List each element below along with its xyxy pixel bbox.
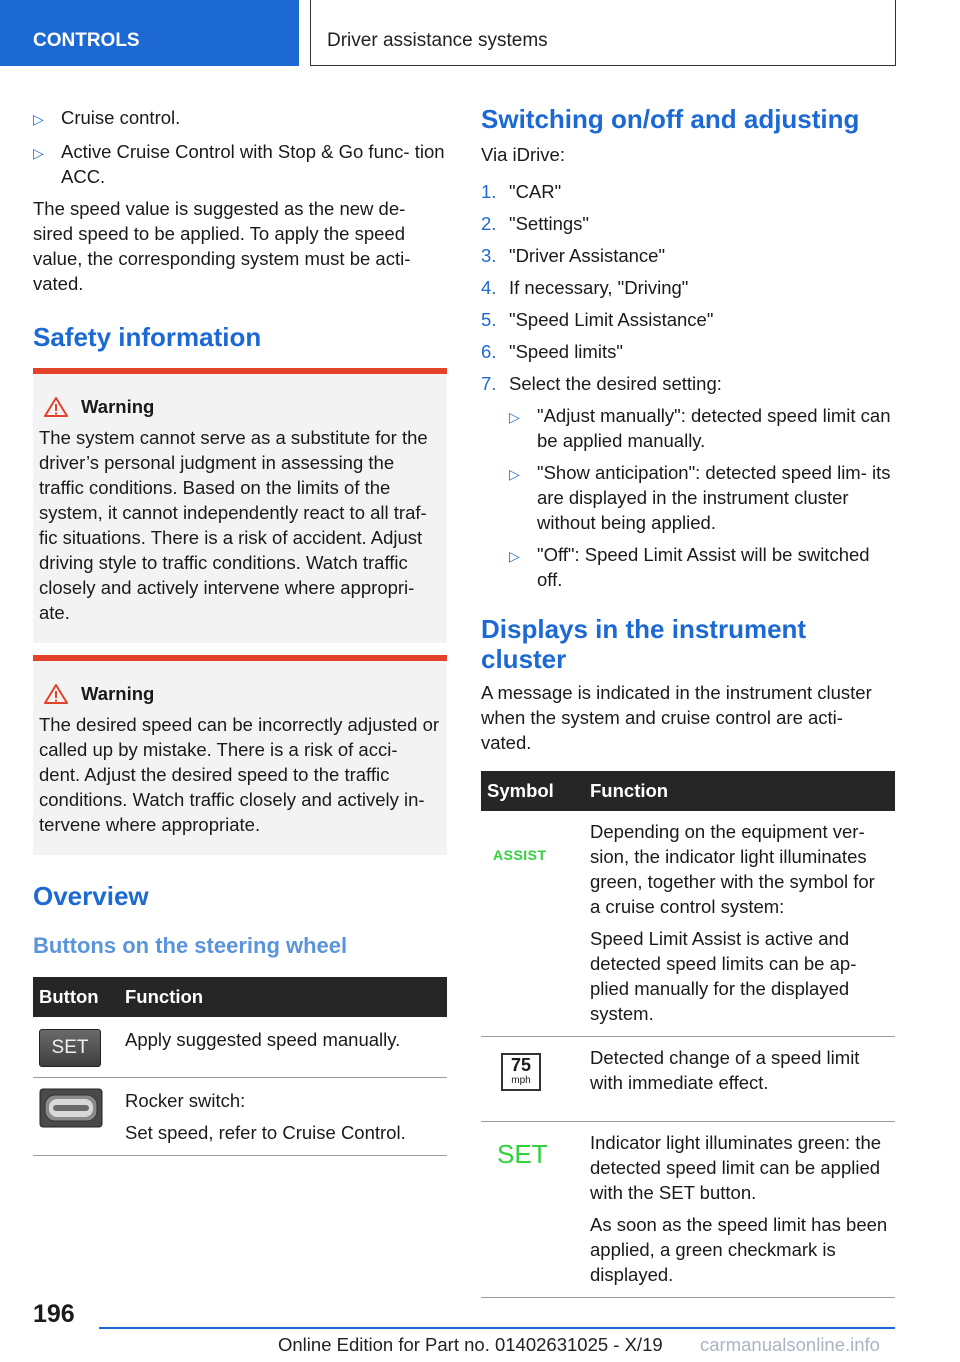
table-row: 75 mph Detected change of a speed limit with immediate effect. — [481, 1037, 895, 1122]
table-row: SET Apply suggested speed manually. — [33, 1017, 447, 1078]
list-item: 5. "Speed Limit Assistance" — [481, 309, 714, 330]
warning-text: The desired speed can be incorrectly adjusted or called up by mistake. There is a risk of acci- dent. Adjust the desired speed to the traffic conditions. Watch traffic closely and actively in- tervene where appropriate. — [39, 714, 440, 835]
list-item: ▷ "Adjust manually": detected speed limit can be applied manually. — [509, 405, 891, 451]
table-row: SET Indicator light illuminates green: the detected speed limit can be applied with the SET button. As soon as the speed limit has been applied, a green checkmark is displayed. — [481, 1122, 895, 1298]
triangle-bullet-icon: ▷ — [509, 466, 520, 482]
list-item: 4. If necessary, "Driving" — [481, 277, 689, 298]
page-number: 196 — [33, 1300, 75, 1328]
overview-heading: Overview — [33, 881, 149, 911]
column-header: Symbol — [481, 771, 584, 811]
edition-text: Online Edition for Part no. 01402631025 - X/19 — [278, 1334, 663, 1355]
via-text: Via iDrive: — [481, 144, 565, 165]
column-header: Function — [119, 977, 447, 1017]
warning-triangle-icon — [43, 683, 69, 705]
list-item: ▷ Cruise control. — [33, 105, 447, 132]
column-header: Function — [584, 771, 895, 811]
list-item: 7. Select the desired setting: — [481, 373, 722, 394]
table-row: ASSIST Depending on the equipment ver- sion, the indicator light illuminates green, together with the symbol for a cruise control system: Speed Limit Assist is active and detected speed limits can be ap- plied manually for the displayed system. — [481, 811, 895, 1037]
safety-heading: Safety information — [33, 322, 262, 352]
switching-heading: Switching on/off and adjusting — [481, 104, 860, 134]
triangle-bullet-icon: ▷ — [33, 111, 44, 127]
set-indicator-icon: SET — [497, 1139, 548, 1169]
warning-title: Warning — [81, 396, 155, 417]
footer-rule — [99, 1327, 895, 1329]
button-table — [33, 977, 447, 1156]
intro-paragraph: The speed value is suggested as the new de- sired speed to be applied. To apply the speed value, the corresponding system must be acti- vated. — [33, 198, 411, 294]
symbol-table — [481, 771, 895, 1298]
chapter-title: Driver assistance systems — [310, 0, 896, 66]
watermark: carmanualsonline.info — [700, 1334, 880, 1355]
warning-triangle-icon — [43, 396, 69, 418]
left-column — [33, 100, 447, 1156]
displays-heading: Displays in the instrument cluster — [481, 614, 807, 674]
triangle-bullet-icon: ▷ — [509, 409, 520, 425]
triangle-bullet-icon: ▷ — [33, 145, 44, 161]
table-row: Rocker switch: Set speed, refer to Cruise Control. — [33, 1078, 447, 1156]
set-button-icon: SET — [39, 1029, 101, 1067]
column-header: Button — [33, 977, 119, 1017]
list-item: ▷ Active Cruise Control with Stop & Go func- tion ACC. — [33, 141, 445, 187]
speed-limit-sign-icon: 75 mph — [501, 1053, 541, 1091]
rocker-switch-icon — [39, 1088, 103, 1128]
sub-options-list — [481, 403, 895, 592]
list-item: ▷ "Off": Speed Limit Assist will be switched off. — [509, 544, 870, 590]
displays-paragraph: A message is indicated in the instrument cluster when the system and cruise control are acti- vated. — [481, 682, 872, 753]
list-item: ▷ "Show anticipation": detected speed lim- its are displayed in the instrument cluster without being applied. — [509, 462, 891, 533]
buttons-heading: Buttons on the steering wheel — [33, 933, 348, 958]
right-column — [481, 100, 895, 1298]
assist-indicator-icon: ASSIST — [493, 847, 547, 863]
list-item: 6. "Speed limits" — [481, 341, 623, 362]
section-tab: CONTROLS — [0, 0, 299, 66]
triangle-bullet-icon: ▷ — [509, 548, 520, 564]
list-item: 2. "Settings" — [481, 213, 589, 234]
warning-title: Warning — [81, 683, 155, 704]
list-item: 3. "Driver Assistance" — [481, 245, 666, 266]
warning-box — [33, 655, 447, 855]
warning-text: The system cannot serve as a substitute for the driver’s personal judgment in assessing the traffic conditions. Based on the limits of the system, it cannot independently react to all traf- fic situations. There is a risk of accident. Adjust driving style to traffic conditions. Watch traffic closely and actively intervene where appropri- ate. — [39, 427, 428, 623]
list-item: 1. "CAR" — [481, 181, 562, 202]
warning-box — [33, 368, 447, 643]
steps-list — [481, 179, 895, 592]
